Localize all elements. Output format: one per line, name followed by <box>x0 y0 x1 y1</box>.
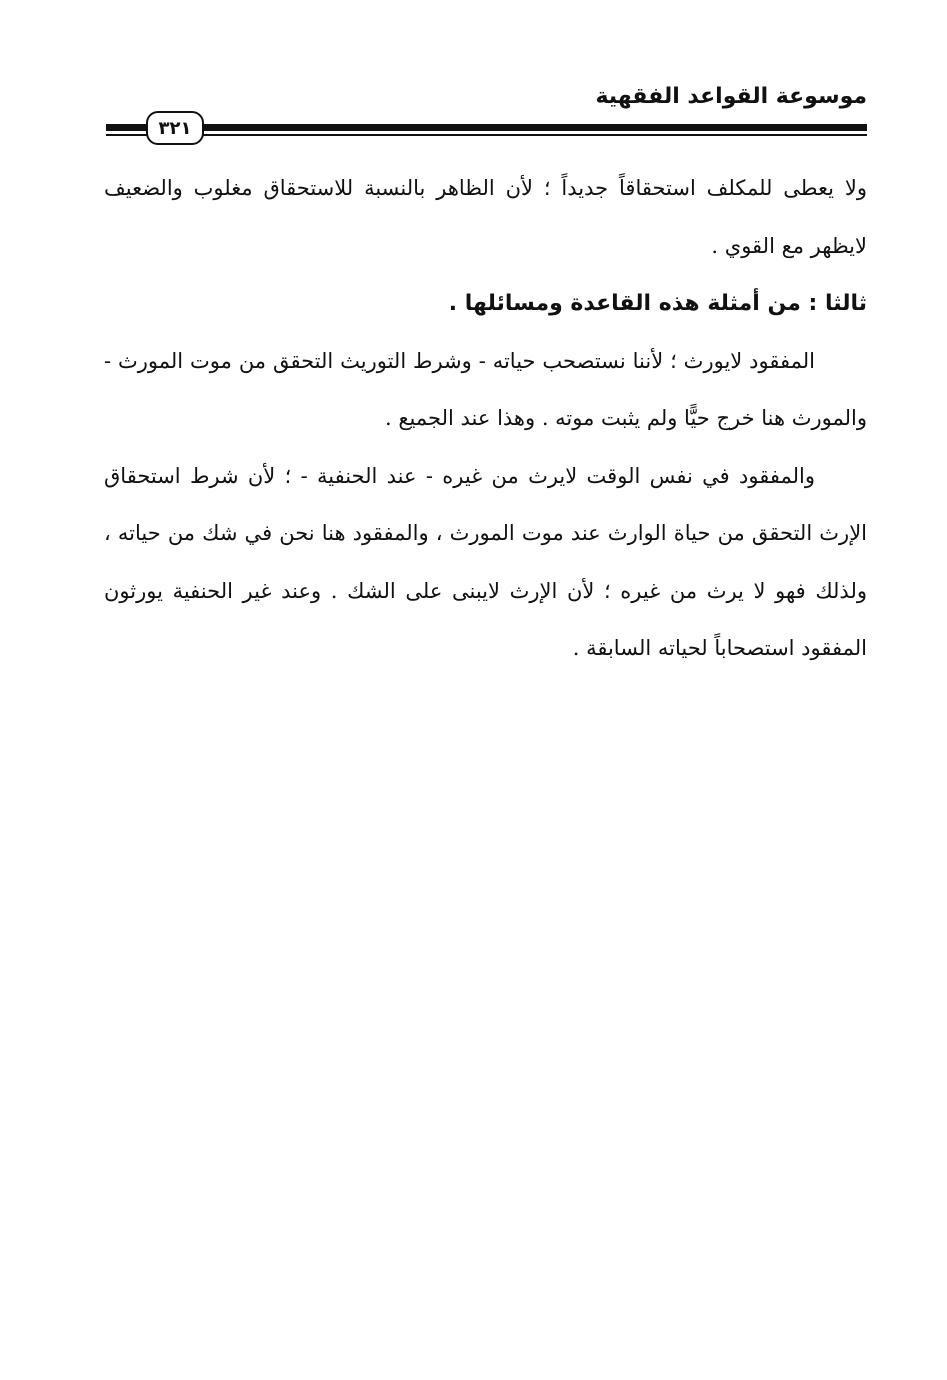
paragraph-continuation: ولا يعطى للمكلف استحقاقاً جديداً ؛ لأن الظاهر بالنسبة للاستحقاق مغلوب والضعيف لايظهر مع القوي . <box>104 176 867 258</box>
paragraph-missing-person-inheritance: المفقود لايورث ؛ لأننا نستصحب حياته - وشرط التوريث التحقق من موت المورث - والمورث هنا خرج حيًّا ولم يثبت موته . وهذا عند الجميع . <box>104 348 867 430</box>
section-heading: ثالثا : من أمثلة هذه القاعدة ومسائلها . <box>448 291 867 316</box>
header-rule-thick <box>106 124 867 131</box>
page-number: ٣٢١ <box>146 111 204 145</box>
running-title: موسوعة القواعد الفقهية <box>595 84 867 109</box>
body-text <box>104 160 867 678</box>
paragraph-missing-person-heir: والمفقود في نفس الوقت لايرث من غيره - عند الحنفية - ؛ لأن شرط استحقاق الإرث التحقق من حياة الوارث عند موت المورث ، والمفقود هنا نحن في شك من حياته ، ولذلك فهو لا يرث من غيره ؛ لأن الإرث لايبنى على الشك . وعند غير الحنفية يورثون المفقود استصحاباً لحياته السابقة . <box>104 463 867 660</box>
header-rule-thin <box>106 134 867 136</box>
